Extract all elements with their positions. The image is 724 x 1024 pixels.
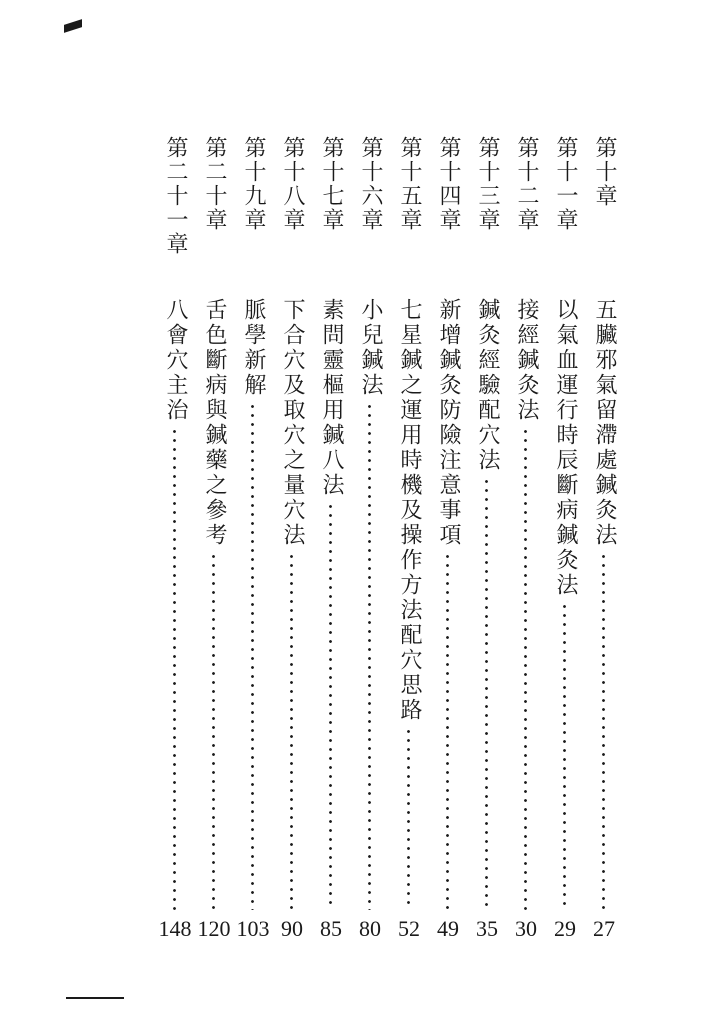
page-number: 30 [515, 916, 537, 941]
chapter-number: 第二十一章 [163, 136, 188, 256]
dot-leader [601, 552, 606, 910]
chapter-number: 第十五章 [397, 136, 422, 232]
toc-entry [157, 136, 193, 956]
page-number: 148 [158, 916, 192, 941]
chapter-title: 素問靈樞用鍼八法 [319, 298, 344, 498]
chapter-number: 第十一章 [553, 136, 578, 232]
toc-entry [235, 136, 271, 956]
toc-entry [313, 136, 349, 956]
toc-entry [586, 136, 622, 956]
chapter-title: 脈學新解 [241, 298, 266, 398]
page-number: 29 [554, 916, 576, 941]
chapter-number: 第十四章 [436, 136, 461, 232]
dot-leader [328, 502, 333, 910]
dot-leader [562, 602, 567, 910]
toc-entry [274, 136, 310, 956]
chapter-number: 第十二章 [514, 136, 539, 232]
toc-entry [391, 136, 427, 956]
dot-leader [406, 727, 411, 910]
chapter-title: 小兒鍼法 [358, 298, 383, 398]
page-number: 103 [236, 916, 270, 941]
page-number: 27 [593, 916, 615, 941]
page-number: 90 [281, 916, 303, 941]
chapter-title: 五臟邪氣留滯處鍼灸法 [592, 298, 617, 548]
chapter-number: 第十三章 [475, 136, 500, 232]
toc-entry [547, 136, 583, 956]
page-number: 120 [197, 916, 231, 941]
chapter-title: 鍼灸經驗配穴法 [475, 298, 500, 473]
dot-leader [172, 427, 177, 910]
dot-leader [211, 552, 216, 910]
dot-leader [445, 552, 450, 910]
chapter-title: 七星鍼之運用時機及操作方法配穴思路 [397, 298, 422, 723]
corner-mark [64, 19, 82, 33]
chapter-number: 第十七章 [319, 136, 344, 232]
page-number: 80 [359, 916, 381, 941]
dot-leader [250, 402, 255, 910]
chapter-number: 第十八章 [280, 136, 305, 232]
dot-leader [484, 477, 489, 910]
toc-entry [430, 136, 466, 956]
dot-leader [367, 402, 372, 910]
page-number: 35 [476, 916, 498, 941]
chapter-number: 第二十章 [202, 136, 227, 232]
chapter-number: 第十章 [592, 136, 617, 208]
page-number: 49 [437, 916, 459, 941]
page-number: 85 [320, 916, 342, 941]
chapter-title: 以氣血運行時辰斷病鍼灸法 [553, 298, 578, 598]
chapter-title: 新增鍼灸防險注意事項 [436, 298, 461, 548]
chapter-title: 舌色斷病與鍼藥之參考 [202, 298, 227, 548]
chapter-title: 八會穴主治 [163, 298, 188, 423]
dot-leader [523, 427, 528, 910]
toc-entry [508, 136, 544, 956]
chapter-number: 第十六章 [358, 136, 383, 232]
chapter-title: 下合穴及取穴之量穴法 [280, 298, 305, 548]
toc-entry [469, 136, 505, 956]
toc-entry [196, 136, 232, 956]
toc-entry [352, 136, 388, 956]
footer-rule [66, 997, 124, 999]
chapter-number: 第十九章 [241, 136, 266, 232]
page-number: 52 [398, 916, 420, 941]
dot-leader [289, 552, 294, 910]
chapter-title: 接經鍼灸法 [514, 298, 539, 423]
